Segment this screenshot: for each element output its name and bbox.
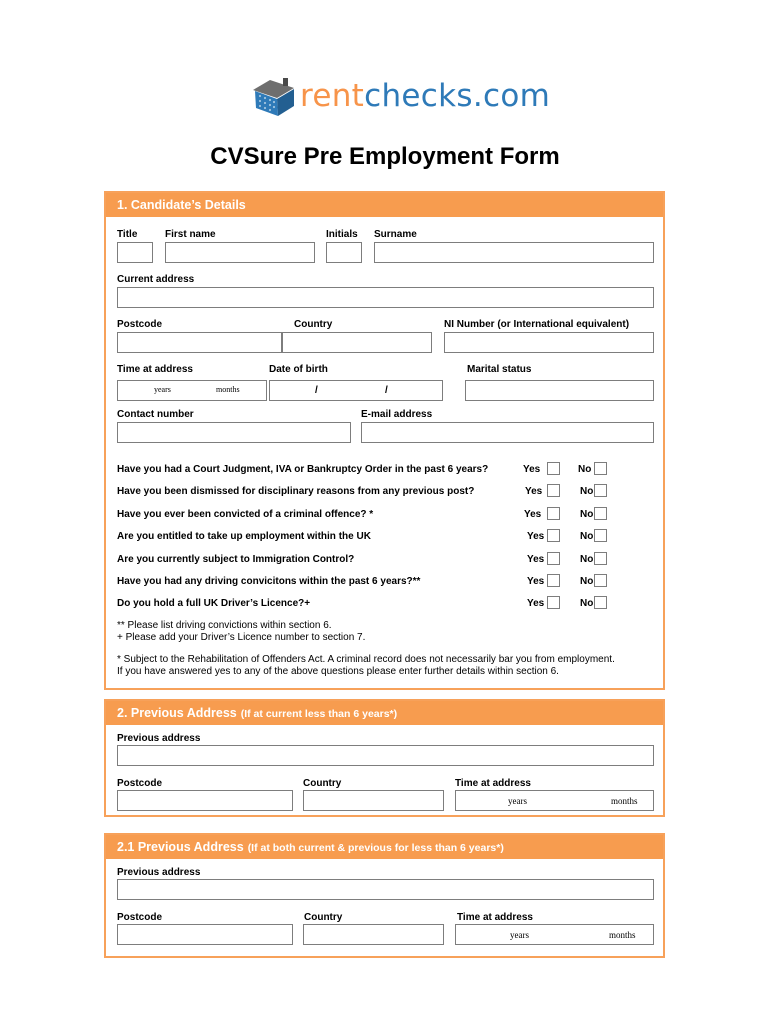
section-previous-address-2 xyxy=(104,833,665,958)
country-label: Country xyxy=(294,319,333,330)
question-text: Have you had a Court Judgment, IVA or Bankruptcy Order in the past 6 years? xyxy=(117,464,489,475)
no-label: No xyxy=(580,509,594,520)
section-heading-text: 1. Candidate’s Details xyxy=(117,198,246,212)
no-checkbox[interactable] xyxy=(594,462,607,475)
house-icon xyxy=(250,76,298,118)
country-label: Country xyxy=(303,778,342,789)
section-heading-text: 2.1 Previous Address xyxy=(117,840,244,854)
ni-number-field[interactable] xyxy=(444,332,654,353)
time-at-address-field[interactable] xyxy=(455,924,654,945)
yes-label: Yes xyxy=(527,576,545,587)
yes-checkbox[interactable] xyxy=(547,574,560,587)
no-label: No xyxy=(580,598,594,609)
section-heading xyxy=(106,835,663,859)
postcode-field[interactable] xyxy=(117,924,293,945)
first-name-label: First name xyxy=(165,229,216,240)
previous-address-field[interactable] xyxy=(117,745,654,766)
postcode-label: Postcode xyxy=(117,912,163,923)
no-checkbox[interactable] xyxy=(594,596,607,609)
time-at-address-field[interactable] xyxy=(117,380,267,401)
question-text: Have you had any driving convicitons within the past 6 years?** xyxy=(117,576,421,587)
country-label: Country xyxy=(304,912,343,923)
no-label: No xyxy=(580,554,594,565)
yes-label: Yes xyxy=(525,486,543,497)
section-candidate-details xyxy=(104,191,665,690)
yes-checkbox[interactable] xyxy=(547,596,560,609)
yes-checkbox[interactable] xyxy=(547,462,560,475)
previous-address-label: Previous address xyxy=(117,867,201,878)
dob-separator-2: / xyxy=(385,385,388,396)
date-of-birth-label: Date of birth xyxy=(269,364,328,375)
yes-checkbox[interactable] xyxy=(547,552,560,565)
section-heading-sub: (If at both current & previous for less than 6 years*) xyxy=(247,842,504,854)
country-field[interactable] xyxy=(303,790,444,811)
yes-label: Yes xyxy=(524,509,542,520)
logo-text xyxy=(300,78,550,114)
country-field[interactable] xyxy=(303,924,444,945)
marital-status-field[interactable] xyxy=(465,380,654,401)
initials-field[interactable] xyxy=(326,242,362,263)
logo-text-com: .com xyxy=(472,78,551,114)
yes-label: Yes xyxy=(523,464,541,475)
previous-address-field[interactable] xyxy=(117,879,654,900)
yes-label: Yes xyxy=(527,531,545,542)
no-checkbox[interactable] xyxy=(594,529,607,542)
years-unit: years xyxy=(508,796,527,806)
initials-label: Initials xyxy=(326,229,358,240)
licence-note: + Please add your Driver’s Licence number to section 7. xyxy=(117,632,366,643)
time-at-address-label: Time at address xyxy=(457,912,533,923)
no-label: No xyxy=(578,464,592,475)
rentchecks-logo xyxy=(250,76,551,124)
postcode-label: Postcode xyxy=(117,319,163,330)
email-field[interactable] xyxy=(361,422,654,443)
section-heading-text: 2. Previous Address xyxy=(117,706,237,720)
section-heading xyxy=(106,701,663,725)
no-checkbox[interactable] xyxy=(594,507,607,520)
email-label: E-mail address xyxy=(361,409,433,420)
no-label: No xyxy=(580,531,594,542)
yes-checkbox[interactable] xyxy=(547,529,560,542)
question-text: Have you been dismissed for disciplinary reasons from any previous post? xyxy=(117,486,475,497)
dob-separator-1: / xyxy=(315,385,318,396)
years-unit: years xyxy=(154,385,171,394)
further-details-note: If you have answered yes to any of the above questions please enter further details within section 6. xyxy=(117,666,559,677)
surname-field[interactable] xyxy=(374,242,654,263)
title-label: Title xyxy=(117,229,138,240)
title-field[interactable] xyxy=(117,242,153,263)
section-heading-sub: (If at current less than 6 years*) xyxy=(240,708,398,720)
no-checkbox[interactable] xyxy=(594,552,607,565)
contact-number-label: Contact number xyxy=(117,409,194,420)
page-title: CVSure Pre Employment Form xyxy=(210,143,560,170)
no-checkbox[interactable] xyxy=(594,574,607,587)
time-at-address-field[interactable] xyxy=(455,790,654,811)
years-unit: years xyxy=(510,930,529,940)
time-at-address-label: Time at address xyxy=(117,364,193,375)
contact-number-field[interactable] xyxy=(117,422,351,443)
yes-checkbox[interactable] xyxy=(547,484,560,497)
rehabilitation-note: * Subject to the Rehabilitation of Offenders Act. A criminal record does not necessarily bar you from employment. xyxy=(117,654,615,665)
yes-label: Yes xyxy=(527,598,545,609)
current-address-label: Current address xyxy=(117,274,195,285)
no-label: No xyxy=(580,576,594,587)
logo-text-checks: checks xyxy=(364,78,473,114)
postcode-label: Postcode xyxy=(117,778,163,789)
section-heading xyxy=(106,193,663,217)
months-unit: months xyxy=(609,930,636,940)
first-name-field[interactable] xyxy=(165,242,315,263)
country-field[interactable] xyxy=(282,332,432,353)
driving-note: ** Please list driving convictions within section 6. xyxy=(117,620,332,631)
months-unit: months xyxy=(216,385,240,394)
previous-address-label: Previous address xyxy=(117,733,201,744)
months-unit: months xyxy=(611,796,638,806)
question-text: Are you currently subject to Immigration Control? xyxy=(117,554,355,565)
postcode-field[interactable] xyxy=(117,332,282,353)
section-previous-address xyxy=(104,699,665,817)
no-checkbox[interactable] xyxy=(594,484,607,497)
surname-label: Surname xyxy=(374,229,417,240)
question-text: Do you hold a full UK Driver’s Licence?+ xyxy=(117,598,311,609)
ni-number-label: NI Number (or International equivalent) xyxy=(444,319,630,330)
date-of-birth-field[interactable] xyxy=(269,380,443,401)
yes-label: Yes xyxy=(527,554,545,565)
yes-checkbox[interactable] xyxy=(547,507,560,520)
current-address-field[interactable] xyxy=(117,287,654,308)
postcode-field[interactable] xyxy=(117,790,293,811)
question-text: Are you entitled to take up employment within the UK xyxy=(117,531,371,542)
question-text: Have you ever been convicted of a criminal offence? * xyxy=(117,509,374,520)
no-label: No xyxy=(580,486,594,497)
marital-status-label: Marital status xyxy=(467,364,532,375)
time-at-address-label: Time at address xyxy=(455,778,531,789)
logo-text-rent: rent xyxy=(300,78,365,114)
